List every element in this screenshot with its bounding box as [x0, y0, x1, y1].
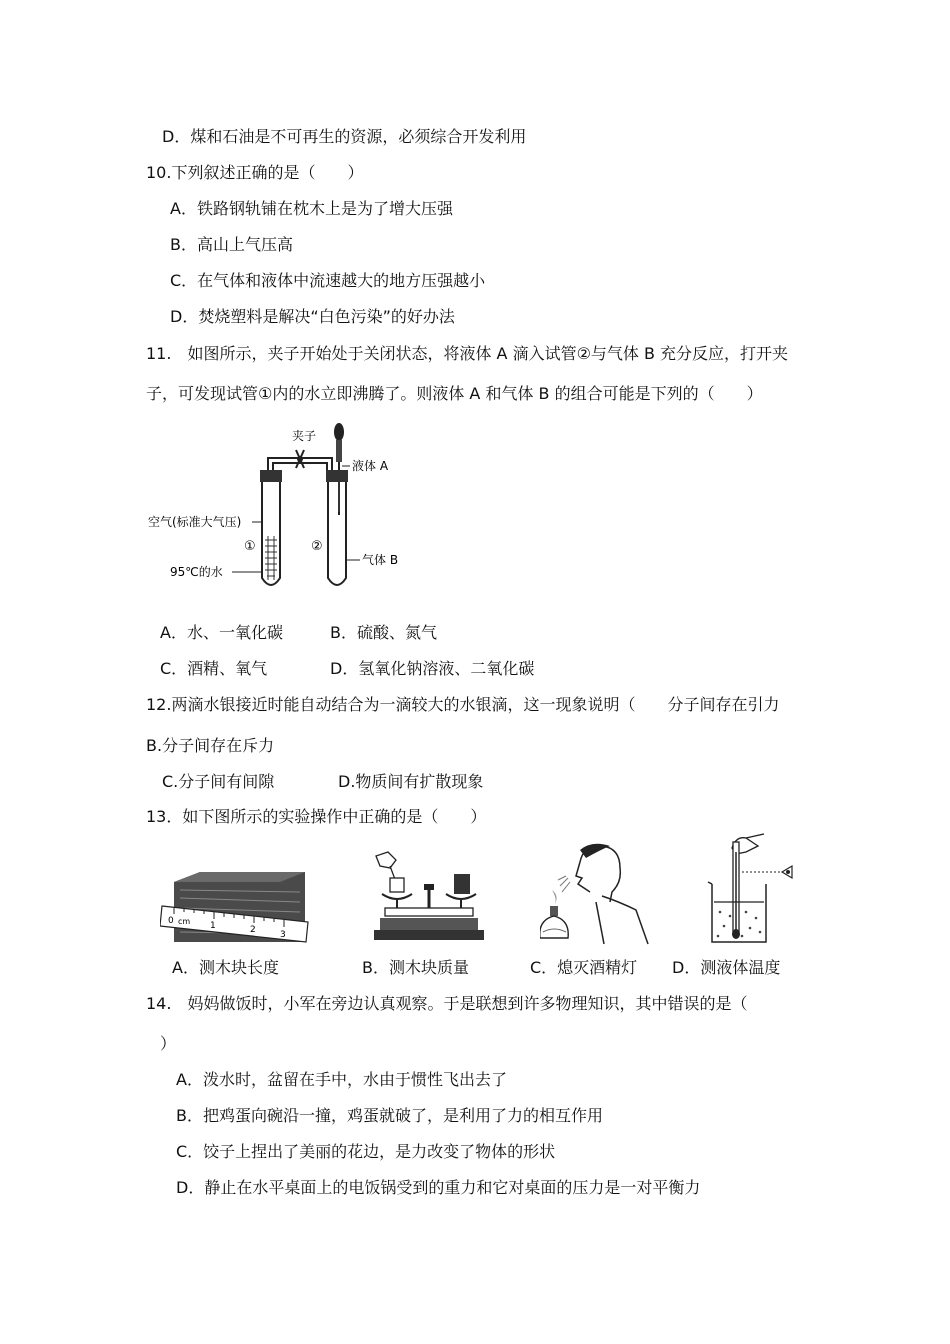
balance-figure: [370, 848, 485, 948]
ruler-tick-label: 3: [280, 930, 286, 940]
q13-option-d: D．测液体温度: [672, 958, 781, 977]
ruler-tick-label: 0: [168, 916, 174, 926]
tube1-label: ①: [244, 539, 256, 554]
q11-stem-line2: 子，可发现试管①内的水立即沸腾了。则液体 A 和气体 B 的组合可能是下列的（ ）: [146, 384, 763, 403]
q12-option-c: C.分子间有间隙: [162, 772, 275, 791]
eye-icon: [782, 866, 792, 878]
q11-stem-line1: 11. 如图所示，夹子开始处于关闭状态，将液体 A 滴入试管②与气体 B 充分反应，打开夹: [146, 344, 789, 363]
q14-option-d: D．静止在水平桌面上的电饭锅受到的重力和它对桌面的压力是一对平衡力: [176, 1178, 701, 1197]
q14-option-b: B．把鸡蛋向碗沿一撞，鸡蛋就破了，是利用了力的相互作用: [176, 1106, 603, 1125]
q12-option-b: B.分子间存在斥力: [146, 736, 275, 755]
ruler-tick-label: cm: [178, 917, 191, 926]
alcohol-lamp-figure: [540, 840, 655, 945]
q14-stem-line2: ）: [160, 1034, 177, 1053]
thermometer-beaker-figure: [706, 832, 806, 947]
q10-option-a: A．铁路钢轨铺在枕木上是为了增大压强: [170, 199, 453, 218]
q14-option-a: A．泼水时，盆留在手中，水由于惯性飞出去了: [176, 1070, 507, 1089]
q13-stem: 13．如下图所示的实验操作中正确的是（ ）: [146, 807, 487, 826]
q9-option-d: D．煤和石油是不可再生的资源，必须综合开发利用: [162, 127, 527, 146]
clip-label: 夹子: [292, 429, 317, 443]
tube2-label: ②: [311, 539, 323, 554]
gas-b-label: 气体 B: [362, 553, 399, 567]
air-label: 空气(标准大气压): [148, 515, 242, 529]
q10-stem: 10.下列叙述正确的是（ ）: [146, 163, 364, 182]
q14-stem-line1: 14. 妈妈做饭时，小军在旁边认真观察。于是联想到许多物理知识，其中错误的是（: [146, 994, 748, 1013]
ruler-tick-label: 1: [210, 921, 216, 931]
test-tube-diagram: [140, 420, 430, 600]
q11-option-b: B．硫酸、氮气: [330, 623, 437, 642]
alcohol-lamp-icon: [540, 890, 568, 938]
q11-option-d: D．氢氧化钠溶液、二氧化碳: [330, 659, 535, 678]
q11-option-a: A．水、一氧化碳: [160, 623, 283, 642]
q10-option-b: B．高山上气压高: [170, 235, 293, 254]
q10-option-d: D．焚烧塑料是解决“白色污染”的好办法: [170, 307, 455, 326]
ruler-tick-label: 2: [250, 925, 256, 935]
q12-option-d: D.物质间有扩散现象: [338, 772, 484, 791]
q14-option-c: C．饺子上捏出了美丽的花边，是力改变了物体的形状: [176, 1142, 556, 1161]
q13-option-b: B．测木块质量: [362, 958, 469, 977]
clip-icon: [296, 450, 304, 468]
water-label: 95℃的水: [170, 565, 223, 579]
liquid-a-label: 液体 A: [352, 459, 389, 473]
q13-option-a: A．测木块长度: [172, 958, 279, 977]
q11-option-c: C．酒精、氧气: [160, 659, 268, 678]
ruler-wood-figure: [160, 862, 320, 947]
q12-stem: 12.两滴水银接近时能自动结合为一滴较大的水银滴，这一现象说明（ 分子间存在引力: [146, 695, 780, 714]
q10-option-c: C．在气体和液体中流速越大的地方压强越小: [170, 271, 486, 290]
q13-option-c: C．熄灭酒精灯: [530, 958, 638, 977]
